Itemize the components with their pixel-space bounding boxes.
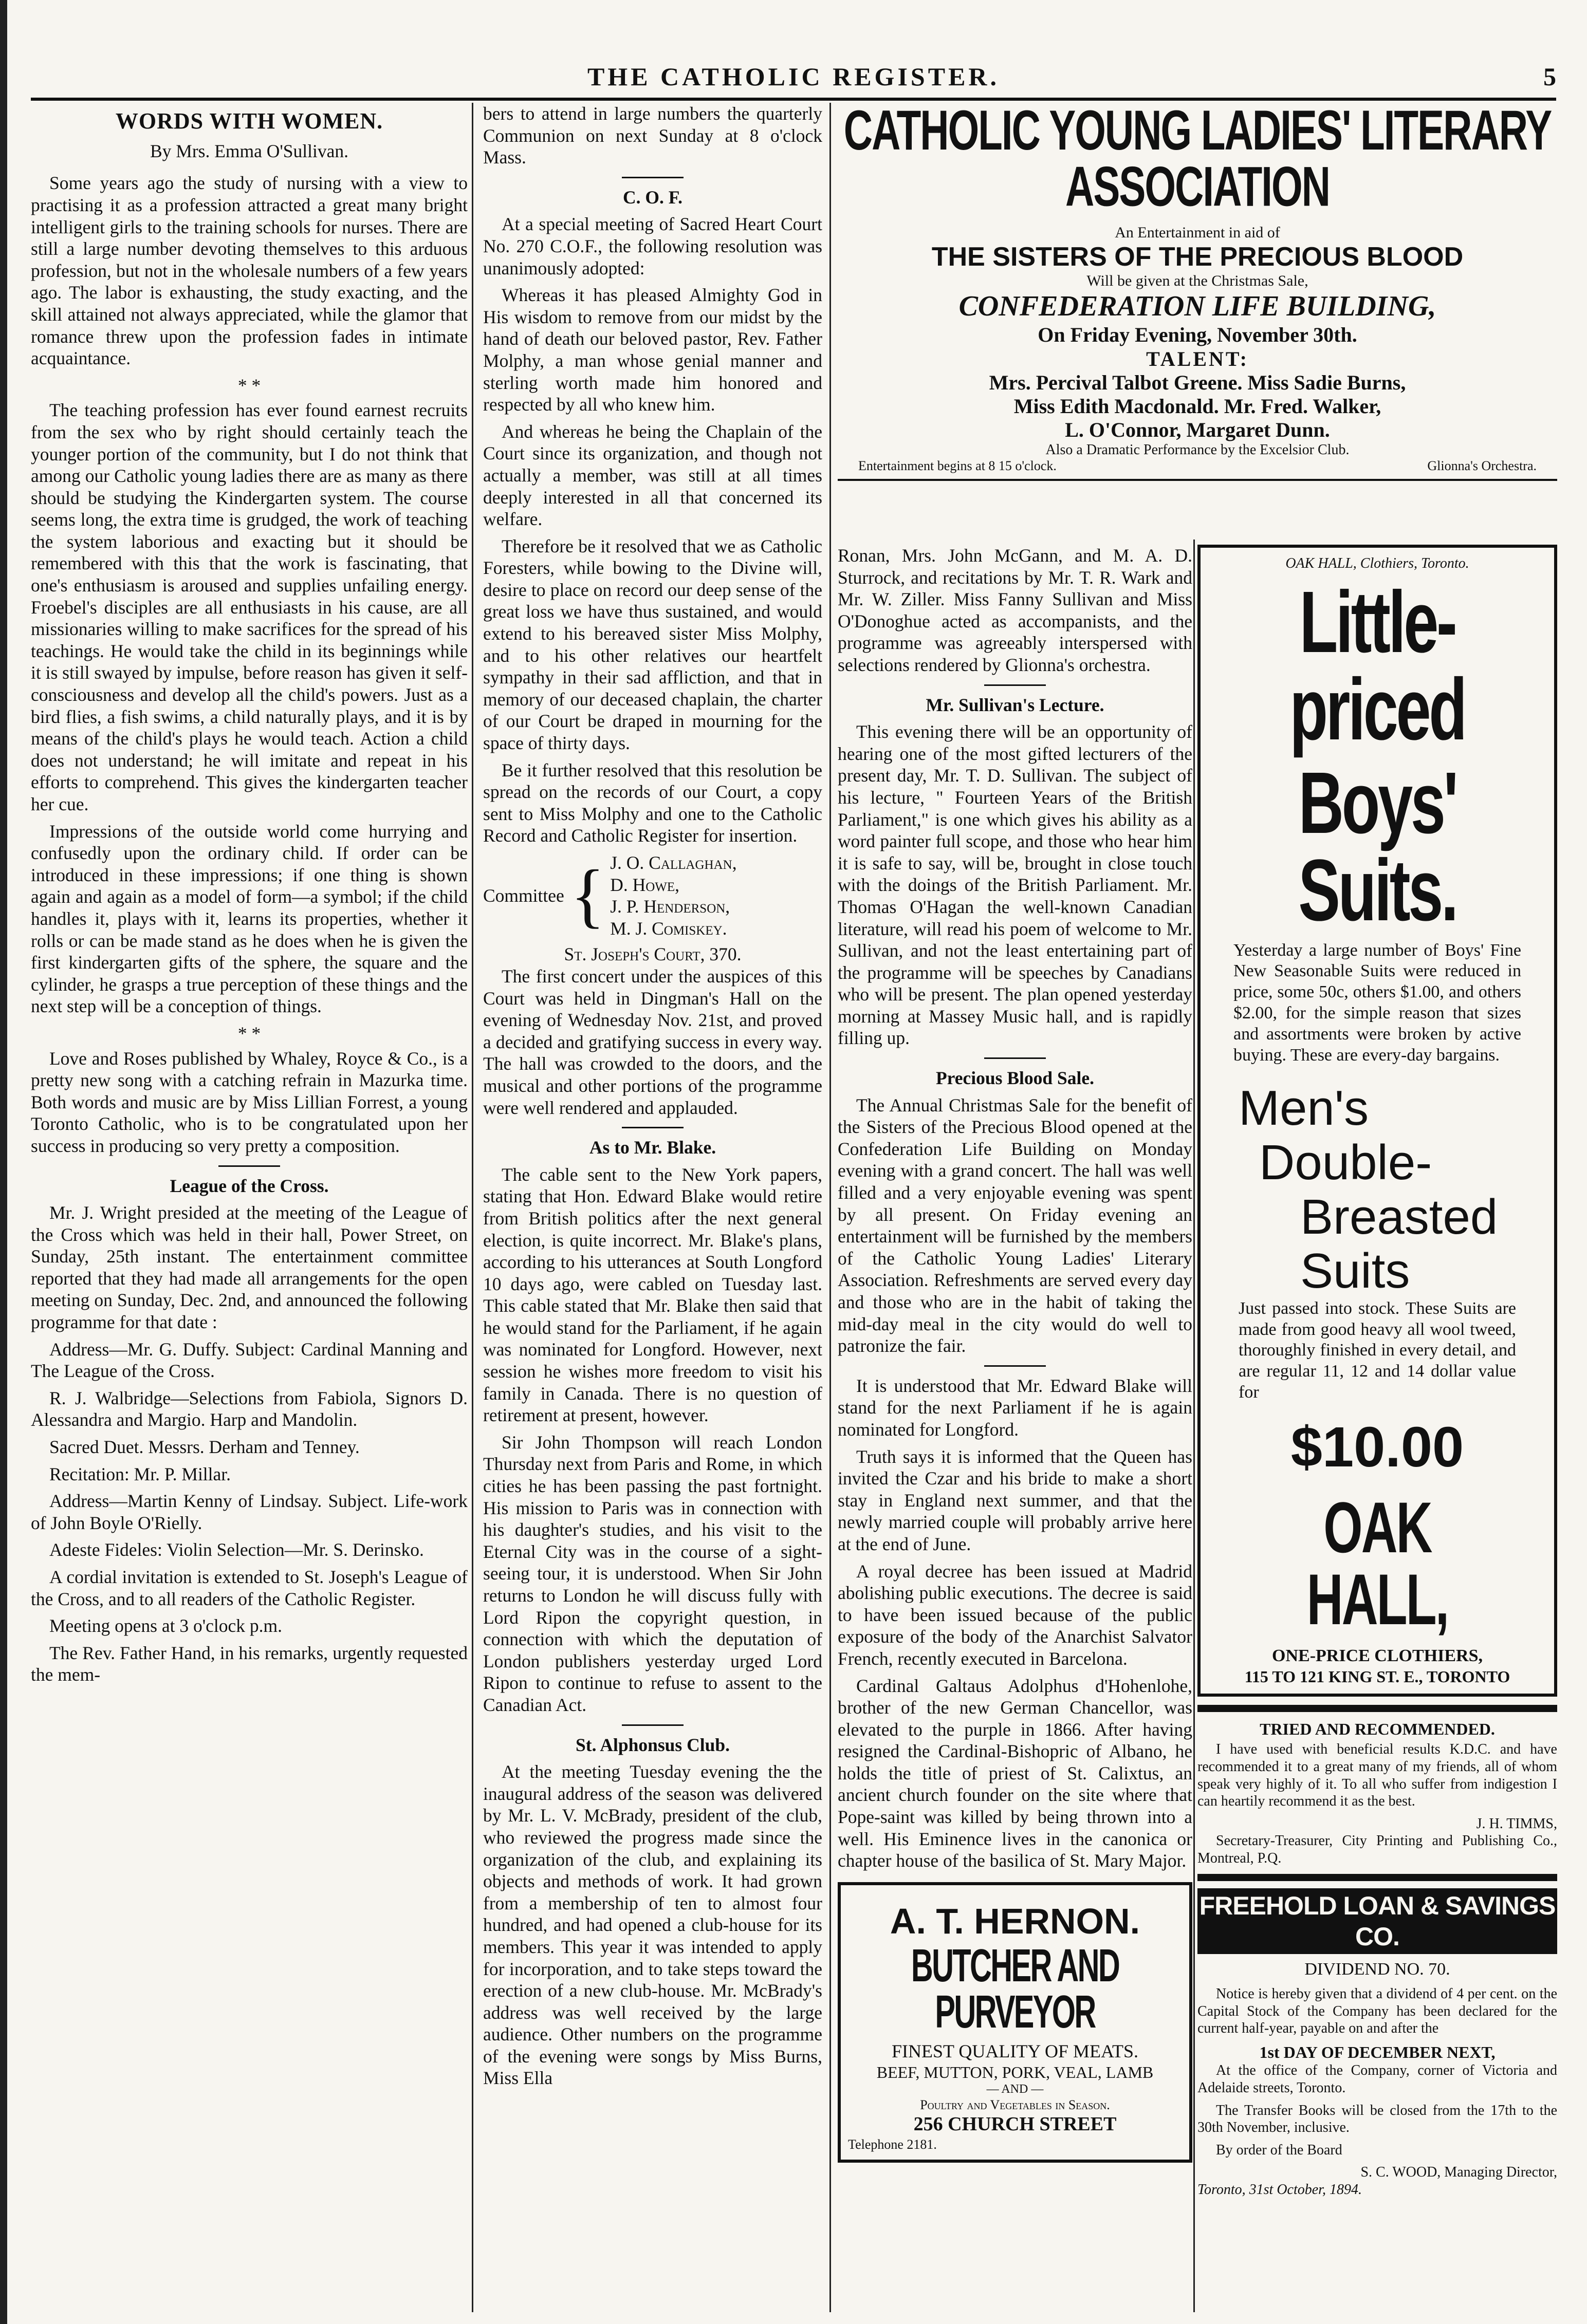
separator-stars: * * [237, 1022, 261, 1044]
byline: By Mrs. Emma O'Sullivan. [150, 140, 349, 161]
paragraph: And whereas he being the Chaplain of the Court since its organization, and though not actually a member, was still at all times deeply interested in all that concerned its welfare. [483, 421, 822, 530]
heading-line: Men's [1239, 1081, 1369, 1136]
paragraph: At the office of the Company, corner of Victoria and Adelaide streets, Toronto. [1197, 2062, 1557, 2096]
dividend-number: DIVIDEND NO. 70. [1304, 1960, 1450, 1979]
paragraph: This evening there will be an opportunity of hearing one of the most gifted lecturers of the present day, Mr. T. D. Sullivan. The subject of his lecture, " Fourteen Years of the British Parliament," is one which gives his ability as a word painter full scope, and those who hear him it is safe to say, will be, brought in close touch with the doings of the British Parliament. Mr. Thomas O'Hagan the well-known Canadian literature, will read his poem of welcome to Mr. Sullivan, and not the least entertaining part of the programme will be speeches by Canadians who will be present. The plan opened yesterday morning at Massey Music hall, and is rapidly filling up. [838, 721, 1192, 1049]
column-rule [829, 103, 831, 2312]
paragraph: The Transfer Books will be closed from the 17th to the 30th November, inclusive. [1197, 2102, 1557, 2136]
paragraph: Cardinal Galtaus Adolphus d'Hohenlohe, brother of the new German Chancellor, was elevated to the purple in 1866. After having resigned the Cardinal-Bishopric of Albano, he holds the title of priest of St. Calixtus, an ancient church founder on the site where that Pope-saint was killed by being thrown into a well. His Eminence lives in the canonica or chapter house of the basilica of St. Mary Major. [838, 1675, 1192, 1871]
divider [622, 1127, 684, 1128]
paragraph: Be it further resolved that this resolution be spread on the records of our Court, a copy sent to Miss Molphy and one to the Catholic Record and Catholic Register for insertion. [483, 759, 822, 846]
paragraph: Secretary-Treasurer, City Printing and Publishing Co., Montreal, P.Q. [1197, 1833, 1557, 1866]
headline-st-alphonsus: St. Alphonsus Club. [576, 1734, 730, 1755]
dated-line: Toronto, 31st October, 1894. [1197, 2182, 1362, 2198]
paragraph: Truth says it is informed that the Queen has invited the Czar and his bride to make a short stay in England next summer, and that the newly married couple will probably arrive here at the end of June. [838, 1446, 1192, 1554]
signature: S. C. WOOD, Managing Director, [1360, 2164, 1557, 2181]
divider [622, 1724, 684, 1726]
committee-names [610, 852, 736, 939]
divider [218, 1165, 280, 1167]
paragraph: The cable sent to the New York papers, stating that Hon. Edward Blake would retire from British politics after the next general election, is quite incorrect. Mr. Blake's plans, according to his utterances at South Longford 10 days ago, were cabled on Tuesday last. This cable stated that Mr. Blake then said that he would stand for the Parliament, if he again was nominated for Longford. However, next session he wishes more freedom to visit his family in Canada. There is no question of retirement at present, however. [483, 1164, 822, 1426]
paragraph: Mr. J. Wright presided at the meeting of the League of the Cross which was held in their hall, Power Street, on Sunday, 25th instant. The entertainment committee reported that they had made all arrangements for the open meeting on Sunday, Dec. 2nd, and announced the following programme for that date : [31, 1202, 468, 1333]
headline-precious-blood: Precious Blood Sale. [935, 1068, 1094, 1089]
paragraph: A cordial invitation is extended to St. Joseph's League of the Cross, and to all readers of the Catholic Register. [31, 1567, 468, 1609]
ad-line: An Entertainment in aid of [1115, 224, 1280, 241]
committee-list [483, 852, 822, 939]
column-rule [1193, 540, 1195, 2312]
paragraph: Impressions of the outside world come hurrying and confusedly upon the ordinary child. If order can be introduced in these impressions; if one thing is shown again and again as a model of form—a symbol; if the child handles it, plays with it, learns its properties, whether it rolls or can be made stand as he does when he is given the first kindergarten gifts of the sphere, the square and the cylinder, he grasps a true perception of these things and the next step will be a conception of things. [31, 821, 468, 1017]
talent-line: Mrs. Percival Talbot Greene. Miss Sadie Burns, [989, 371, 1406, 394]
hernon-address: 256 CHURCH STREET [913, 2113, 1117, 2135]
paragraph: Meeting opens at 3 o'clock p.m. [49, 1615, 283, 1637]
heading-line: Double- [1259, 1135, 1432, 1190]
committee-member: J. O. Callaghan, [610, 852, 737, 873]
talent-line: Miss Edith Macdonald. Mr. Fred. Walker, [1013, 395, 1381, 418]
paragraph: Sir John Thompson will reach London Thursday next from Paris and Rome, in which cities he has been passing the past fortnight. His mission to Paris was in connection with his daughter's studies, and his visit to the Eternal City was in the course of a sight-seeing tour, it is understood. When Sir John returns to London he will discuss fully with Lord Ripon the copyright question, in connection with which the deputation of London publishers yesterday urged Lord Ripon to continue to refuse to assent to the Canadian Act. [483, 1431, 822, 1715]
talent-line: L. O'Connor, Margaret Dunn. [1065, 418, 1330, 441]
headline-boys-suits: Boys' Suits. [1298, 754, 1456, 939]
ad-line-date: On Friday Evening, November 30th. [1038, 323, 1357, 346]
column-3 [838, 545, 1192, 2171]
paragraph: It is understood that Mr. Edward Blake will stand for the next Parliament if he is again nominated for Longford. [838, 1375, 1192, 1440]
paragraph: At a special meeting of Sacred Heart Court No. 270 C.O.F., the following resolution was unanimously adopted: [483, 214, 822, 278]
headline-cof: C. O. F. [622, 187, 683, 208]
headline-blake: As to Mr. Blake. [589, 1137, 716, 1158]
paragraph: Address—Martin Kenny of Lindsay. Subject. Life-work of John Boyle O'Rielly. [31, 1491, 468, 1533]
paragraph: The Annual Christmas Sale for the benefit of the Sisters of the Precious Blood opened at the Confederation Life Building on Monday evening with a grand concert. The hall was well filled and a very enjoyable evening was spent by all present. On Friday evening an entertainment will be furnished by the members of the Catholic Young Ladies' Literary Association. Refreshments are served every day and those who are in the habit of taking the mid-day meal in the city would do well to patronize the fair. [838, 1094, 1192, 1356]
ad-orchestra: Glionna's Orchestra. [1427, 458, 1537, 473]
committee-member: J. P. Henderson, [610, 896, 730, 917]
price: $10.00 [1290, 1415, 1464, 1479]
committee-member: D. Howe, [610, 874, 680, 895]
paragraph: Yesterday a large number of Boys' Fine New Seasonable Suits were reduced in price, some 50c, others $1.00, and others $2.00, for the simple reason that sizes and assortments were broken by active buying. These are every-day bargains. [1233, 940, 1521, 1065]
court-signature: St. Joseph's Court, 370. [564, 944, 742, 965]
signature: J. H. TIMMS, [1476, 1815, 1557, 1832]
ad-line: FINEST QUALITY OF MEATS. [891, 2040, 1139, 2061]
dividend-date: 1st DAY OF DECEMBER NEXT, [1259, 2043, 1496, 2062]
divider [984, 1365, 1046, 1367]
paragraph: Love and Roses published by Whaley, Royce & Co., is a pretty new song with a catching refrain in Mazurka time. Both words and music are by Miss Lillian Forrest, a young Toronto Catholic, who is to be congratulated upon her success in producing so very pretty a composition. [31, 1048, 468, 1156]
oak-hall-heading: OAK HALL, Clothiers, Toronto. [1285, 555, 1469, 571]
masthead [31, 62, 1556, 101]
association-advertisement [838, 98, 1557, 481]
hernon-telephone: Telephone 2181. [848, 2137, 937, 2152]
divider-bar [1197, 1874, 1557, 1881]
ad-time: Entertainment begins at 8 15 o'clock. [858, 458, 1057, 473]
paragraph: Just passed into stock. These Suits are made from good heavy all wool tweed, thoroughly finished in every detail, and are regular 11, 12 and 14 dollar value for [1239, 1298, 1516, 1402]
paragraph: Sacred Duet. Messrs. Derham and Tenney. [49, 1437, 360, 1458]
headline-tried-recommended: TRIED AND RECOMMENDED. [1260, 1719, 1495, 1738]
divider [622, 177, 684, 178]
divider [984, 1057, 1046, 1059]
paragraph: The first concert under the auspices of this Court was held in Dingman's Hall on the evening of Wednesday Nov. 21st, and proved a decided and gratifying success in every way. The hall was crowded to the doors, and the musical and other portions of the programme were well rendered and applauded. [483, 965, 822, 1118]
column-rule [472, 103, 473, 2312]
ad-line-sisters: THE SISTERS OF THE PRECIOUS BLOOD [931, 242, 1464, 272]
paragraph: Ronan, Mrs. John McGann, and M. A. D. Sturrock, and recitations by Mr. T. R. Wark and Mr. W. Ziller. Miss Fanny Sullivan and Miss O'Donoghue acted as accompanists, and the programme was agreeably interspersed with selections rendered by Glionna's orchestra. [838, 545, 1192, 675]
heading-line: Breasted [1300, 1189, 1498, 1244]
ad-footer [838, 458, 1557, 481]
hernon-trade: BUTCHER AND PURVEYOR [911, 1940, 1119, 2038]
committee-member: M. J. Comiskey. [610, 918, 727, 939]
oak-hall-advertisement [1197, 545, 1557, 1697]
paragraph: Recitation: Mr. P. Millar. [49, 1463, 231, 1484]
oak-hall-name: OAK HALL, [1306, 1486, 1448, 1640]
page-number: 5 [1543, 62, 1556, 91]
paragraph: Therefore be it resolved that we as Catholic Foresters, while bowing to the Divine will, desire to place on record our deep sense of the great loss we have thus sustained, and would extend to his bereaved sister Miss Molphy, and to his other relatives our heartfelt sympathy in their sad affliction, and that in memory of our deceased chaplain, the charter of our Court be draped in mourning for the space of thirty days. [483, 535, 822, 754]
paragraph: By order of the Board [1216, 2142, 1342, 2158]
ad-line: — AND — [986, 2083, 1044, 2096]
headline-sullivan-lecture: Mr. Sullivan's Lecture. [926, 694, 1104, 715]
paragraph: A royal decree has been issued at Madrid abolishing public executions. The decree is said to have been issued because of the public exposure of the body of the Anarchist Salvator French, recently executed in Barcelona. [838, 1560, 1192, 1669]
talent-heading: TALENT: [1146, 347, 1249, 370]
ad-line: Poultry and Vegetables in Season. [920, 2097, 1110, 2113]
oak-hall-address: 115 TO 121 KING ST. E., TORONTO [1244, 1667, 1510, 1686]
paragraph: Notice is hereby given that a dividend of 4 per cent. on the Capital Stock of the Company has been declared for the current half-year, payable on and after the [1197, 1986, 1557, 2037]
headline-little-priced: Little-priced [1289, 573, 1465, 758]
separator-stars: * * [237, 375, 261, 396]
ad-line: Also a Dramatic Performance by the Excelsior Club. [1045, 442, 1350, 458]
brace-glyph: { [570, 856, 605, 936]
paragraph: Some years ago the study of nursing with a view to practising it as a profession attracted a great many bright intelligent girls to the training schools for nurses. There are still a large number devoting themselves to this arduous profession, but not in the wholesale numbers of a few years ago. The labor is exhausting, the study exacting, and the skill attained not always appreciated, while the glamor that romance threw upon the profession fades in intimate acquaintance. [31, 173, 468, 369]
column-2 [483, 103, 822, 2094]
ad-line-building: CONFEDERATION LIFE BUILDING, [958, 290, 1436, 322]
paragraph: Whereas it has pleased Almighty God in His wisdom to remove from our midst by the hand of death our beloved pastor, Rev. Father Molphy, a man whose genial manner and sterling worth made him honored and respected by all who knew him. [483, 285, 822, 415]
headline-league-of-the-cross: League of the Cross. [170, 1175, 329, 1196]
heading-line: Suits [1300, 1243, 1410, 1299]
headline-freehold: FREEHOLD LOAN & SAVINGS CO. [1197, 1888, 1557, 1954]
paragraph: The Rev. Father Hand, in his remarks, urgently requested the mem- [31, 1642, 468, 1685]
paragraph: At the meeting Tuesday evening the the inaugural address of the season was delivered by Mr. L. V. McBrady, president of the club, who reviewed the progress made since the organization of the club, and explaining its objects and methods of work. It had grown from a membership of ten to almost four hundred, and had opened a club-house for its members. This year it was intended to apply for incorporation, and to take steps toward the erection of a new club-house. Mr. McBrady's address was well received by the large audience. Other numbers on the programme of the evening were songs by Miss Burns, Miss Ella [483, 1761, 822, 2089]
hernon-name: A. T. HERNON. [890, 1901, 1140, 1941]
committee-label: Committee [483, 885, 564, 906]
column-4 [1197, 545, 1557, 2199]
page-edge [0, 0, 7, 2324]
paragraph: Address—Mr. G. Duffy. Subject: Cardinal Manning and The League of the Cross. [31, 1338, 468, 1382]
divider-bar [1197, 1705, 1557, 1712]
ad-line: ONE-PRICE CLOTHIERS, [1272, 1646, 1483, 1665]
paragraph: The teaching profession has ever found earnest recruits from the sex who by right should certainly teach the younger portion of the community, but I do not think that among our Catholic young ladies there are as many as there should be studying the Kindergarten system. The course seems long, the extra time is grudged, the work of teaching the system laborious and exacting but it should be remembered with this that the work is fascinating, that one's enthusiasm is aroused and supplies unfailing energy. Froebel's disciples are all enthusiasts in his cause, are all missionaries willing to make sacrifices for the spread of his teachings. He would take the child in its beginnings while it is still swayed by impulse, before reason has given it self-consciousness and develop all the child's powers. Just as a bird flies, a fish swims, a child naturally plays, and it is by means of the child's plays he would teach. Action a child does not understand; he will imitate and repeat in his efforts to comprehend. This gives the kindergarten teacher her cue. [31, 400, 468, 815]
mens-suits-heading [1208, 1081, 1547, 1298]
paragraph: I have used with beneficial results K.D.C. and have recommended it to a great many of my friends, all of whom speak very highly of it. To all who suffer from indigestion I can heartily recommend it as the best. [1197, 1741, 1557, 1810]
ad-line: Will be given at the Christmas Sale, [1086, 272, 1308, 289]
newspaper-title: THE CATHOLIC REGISTER. [587, 62, 1000, 91]
paragraph: bers to attend in large numbers the quarterly Communion on next Sunday at 8 o'clock Mass. [483, 103, 822, 168]
paragraph: R. J. Walbridge—Selections from Fabiola, Signors D. Alessandra and Margio. Harp and Mandolin. [31, 1387, 468, 1430]
divider [984, 684, 1046, 686]
headline-words-with-women: WORDS WITH WOMEN. [115, 108, 383, 134]
hernon-advertisement [838, 1882, 1192, 2163]
association-title: CATHOLIC YOUNG LADIES' LITERARY ASSOCIATION [843, 98, 1552, 218]
paragraph: Adeste Fideles: Violin Selection—Mr. S. Derinsko. [49, 1539, 424, 1560]
ad-line: BEEF, MUTTON, PORK, VEAL, LAMB [876, 2063, 1154, 2082]
column-1 [31, 103, 468, 1691]
